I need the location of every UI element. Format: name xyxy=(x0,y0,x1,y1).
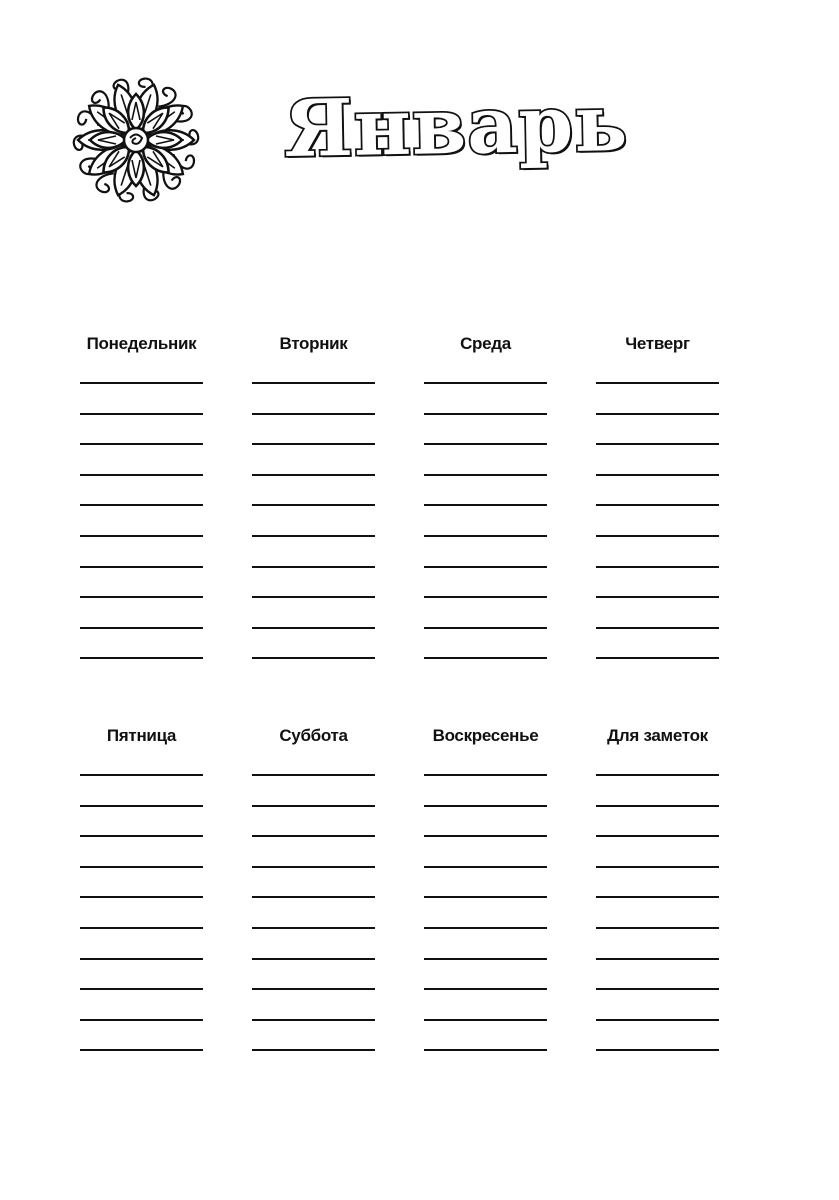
writing-line xyxy=(424,776,547,807)
writing-line xyxy=(80,598,203,629)
writing-line xyxy=(80,837,203,868)
writing-line xyxy=(596,776,719,807)
writing-line xyxy=(252,384,375,415)
writing-line xyxy=(80,506,203,537)
writing-line xyxy=(252,537,375,568)
writing-line xyxy=(80,898,203,929)
writing-line xyxy=(252,1021,375,1052)
writing-line xyxy=(424,629,547,660)
day-title: Вторник xyxy=(279,334,348,353)
writing-line xyxy=(596,629,719,660)
writing-line xyxy=(424,370,547,384)
writing-line xyxy=(596,990,719,1021)
page-title: Январь xyxy=(283,78,629,175)
day-column-monday xyxy=(80,330,203,659)
writing-line xyxy=(252,929,375,960)
day-title: Воскресенье xyxy=(432,726,539,745)
writing-line xyxy=(596,568,719,599)
day-column-wednesday xyxy=(424,330,547,659)
writing-line xyxy=(596,384,719,415)
day-title: Суббота xyxy=(279,726,348,745)
writing-line xyxy=(596,506,719,537)
writing-line xyxy=(252,415,375,446)
writing-line xyxy=(80,929,203,960)
writing-line xyxy=(80,476,203,507)
writing-line xyxy=(596,929,719,960)
writing-line xyxy=(252,476,375,507)
writing-line xyxy=(80,1021,203,1052)
writing-line xyxy=(424,762,547,776)
day-title: Для заметок xyxy=(607,726,708,745)
day-title: Пятница xyxy=(106,726,177,745)
writing-line xyxy=(252,960,375,991)
writing-line xyxy=(596,898,719,929)
day-column-friday xyxy=(80,722,203,1051)
writing-line xyxy=(596,598,719,629)
writing-line xyxy=(252,629,375,660)
writing-line xyxy=(252,990,375,1021)
writing-line xyxy=(596,868,719,899)
writing-line xyxy=(80,415,203,446)
writing-lines xyxy=(252,370,375,659)
writing-line xyxy=(252,868,375,899)
writing-line xyxy=(424,990,547,1021)
writing-line xyxy=(424,445,547,476)
writing-line xyxy=(80,807,203,838)
writing-lines xyxy=(596,762,719,1051)
writing-lines xyxy=(424,370,547,659)
day-column-thursday xyxy=(596,330,719,659)
day-title: Среда xyxy=(460,334,511,353)
writing-lines xyxy=(252,762,375,1051)
writing-line xyxy=(424,807,547,838)
writing-line xyxy=(596,1021,719,1052)
writing-line xyxy=(80,868,203,899)
writing-line xyxy=(424,868,547,899)
day-title: Понедельник xyxy=(86,334,197,353)
writing-line xyxy=(80,762,203,776)
writing-line xyxy=(424,537,547,568)
writing-line xyxy=(596,537,719,568)
writing-line xyxy=(252,807,375,838)
writing-line xyxy=(80,990,203,1021)
writing-line xyxy=(596,762,719,776)
writing-lines xyxy=(80,370,203,659)
day-title: Четверг xyxy=(625,334,690,353)
writing-line xyxy=(596,837,719,868)
writing-line xyxy=(424,384,547,415)
weekday-section-bottom xyxy=(80,722,728,1051)
writing-line xyxy=(252,762,375,776)
writing-line xyxy=(252,506,375,537)
writing-line xyxy=(80,370,203,384)
day-column-tuesday xyxy=(252,330,375,659)
writing-line xyxy=(424,506,547,537)
writing-line xyxy=(424,1021,547,1052)
writing-lines xyxy=(424,762,547,1051)
day-column-notes xyxy=(596,722,719,1051)
writing-line xyxy=(252,898,375,929)
writing-line xyxy=(252,568,375,599)
writing-line xyxy=(424,960,547,991)
writing-line xyxy=(80,776,203,807)
writing-line xyxy=(424,598,547,629)
writing-line xyxy=(80,384,203,415)
writing-line xyxy=(252,598,375,629)
writing-line xyxy=(596,960,719,991)
writing-line xyxy=(80,445,203,476)
writing-line xyxy=(80,960,203,991)
writing-line xyxy=(596,370,719,384)
writing-line xyxy=(424,837,547,868)
writing-line xyxy=(252,445,375,476)
writing-lines xyxy=(596,370,719,659)
writing-line xyxy=(80,629,203,660)
writing-line xyxy=(596,476,719,507)
day-column-sunday xyxy=(424,722,547,1051)
writing-line xyxy=(596,445,719,476)
day-column-saturday xyxy=(252,722,375,1051)
writing-line xyxy=(80,537,203,568)
writing-line xyxy=(596,807,719,838)
writing-line xyxy=(424,898,547,929)
writing-line xyxy=(424,929,547,960)
writing-line xyxy=(252,776,375,807)
writing-line xyxy=(424,568,547,599)
writing-line xyxy=(252,370,375,384)
writing-lines xyxy=(80,762,203,1051)
writing-line xyxy=(80,568,203,599)
flower-icon xyxy=(64,68,208,212)
writing-line xyxy=(424,415,547,446)
writing-line xyxy=(252,837,375,868)
writing-line xyxy=(596,415,719,446)
weekday-section-top xyxy=(80,330,728,659)
writing-line xyxy=(424,476,547,507)
